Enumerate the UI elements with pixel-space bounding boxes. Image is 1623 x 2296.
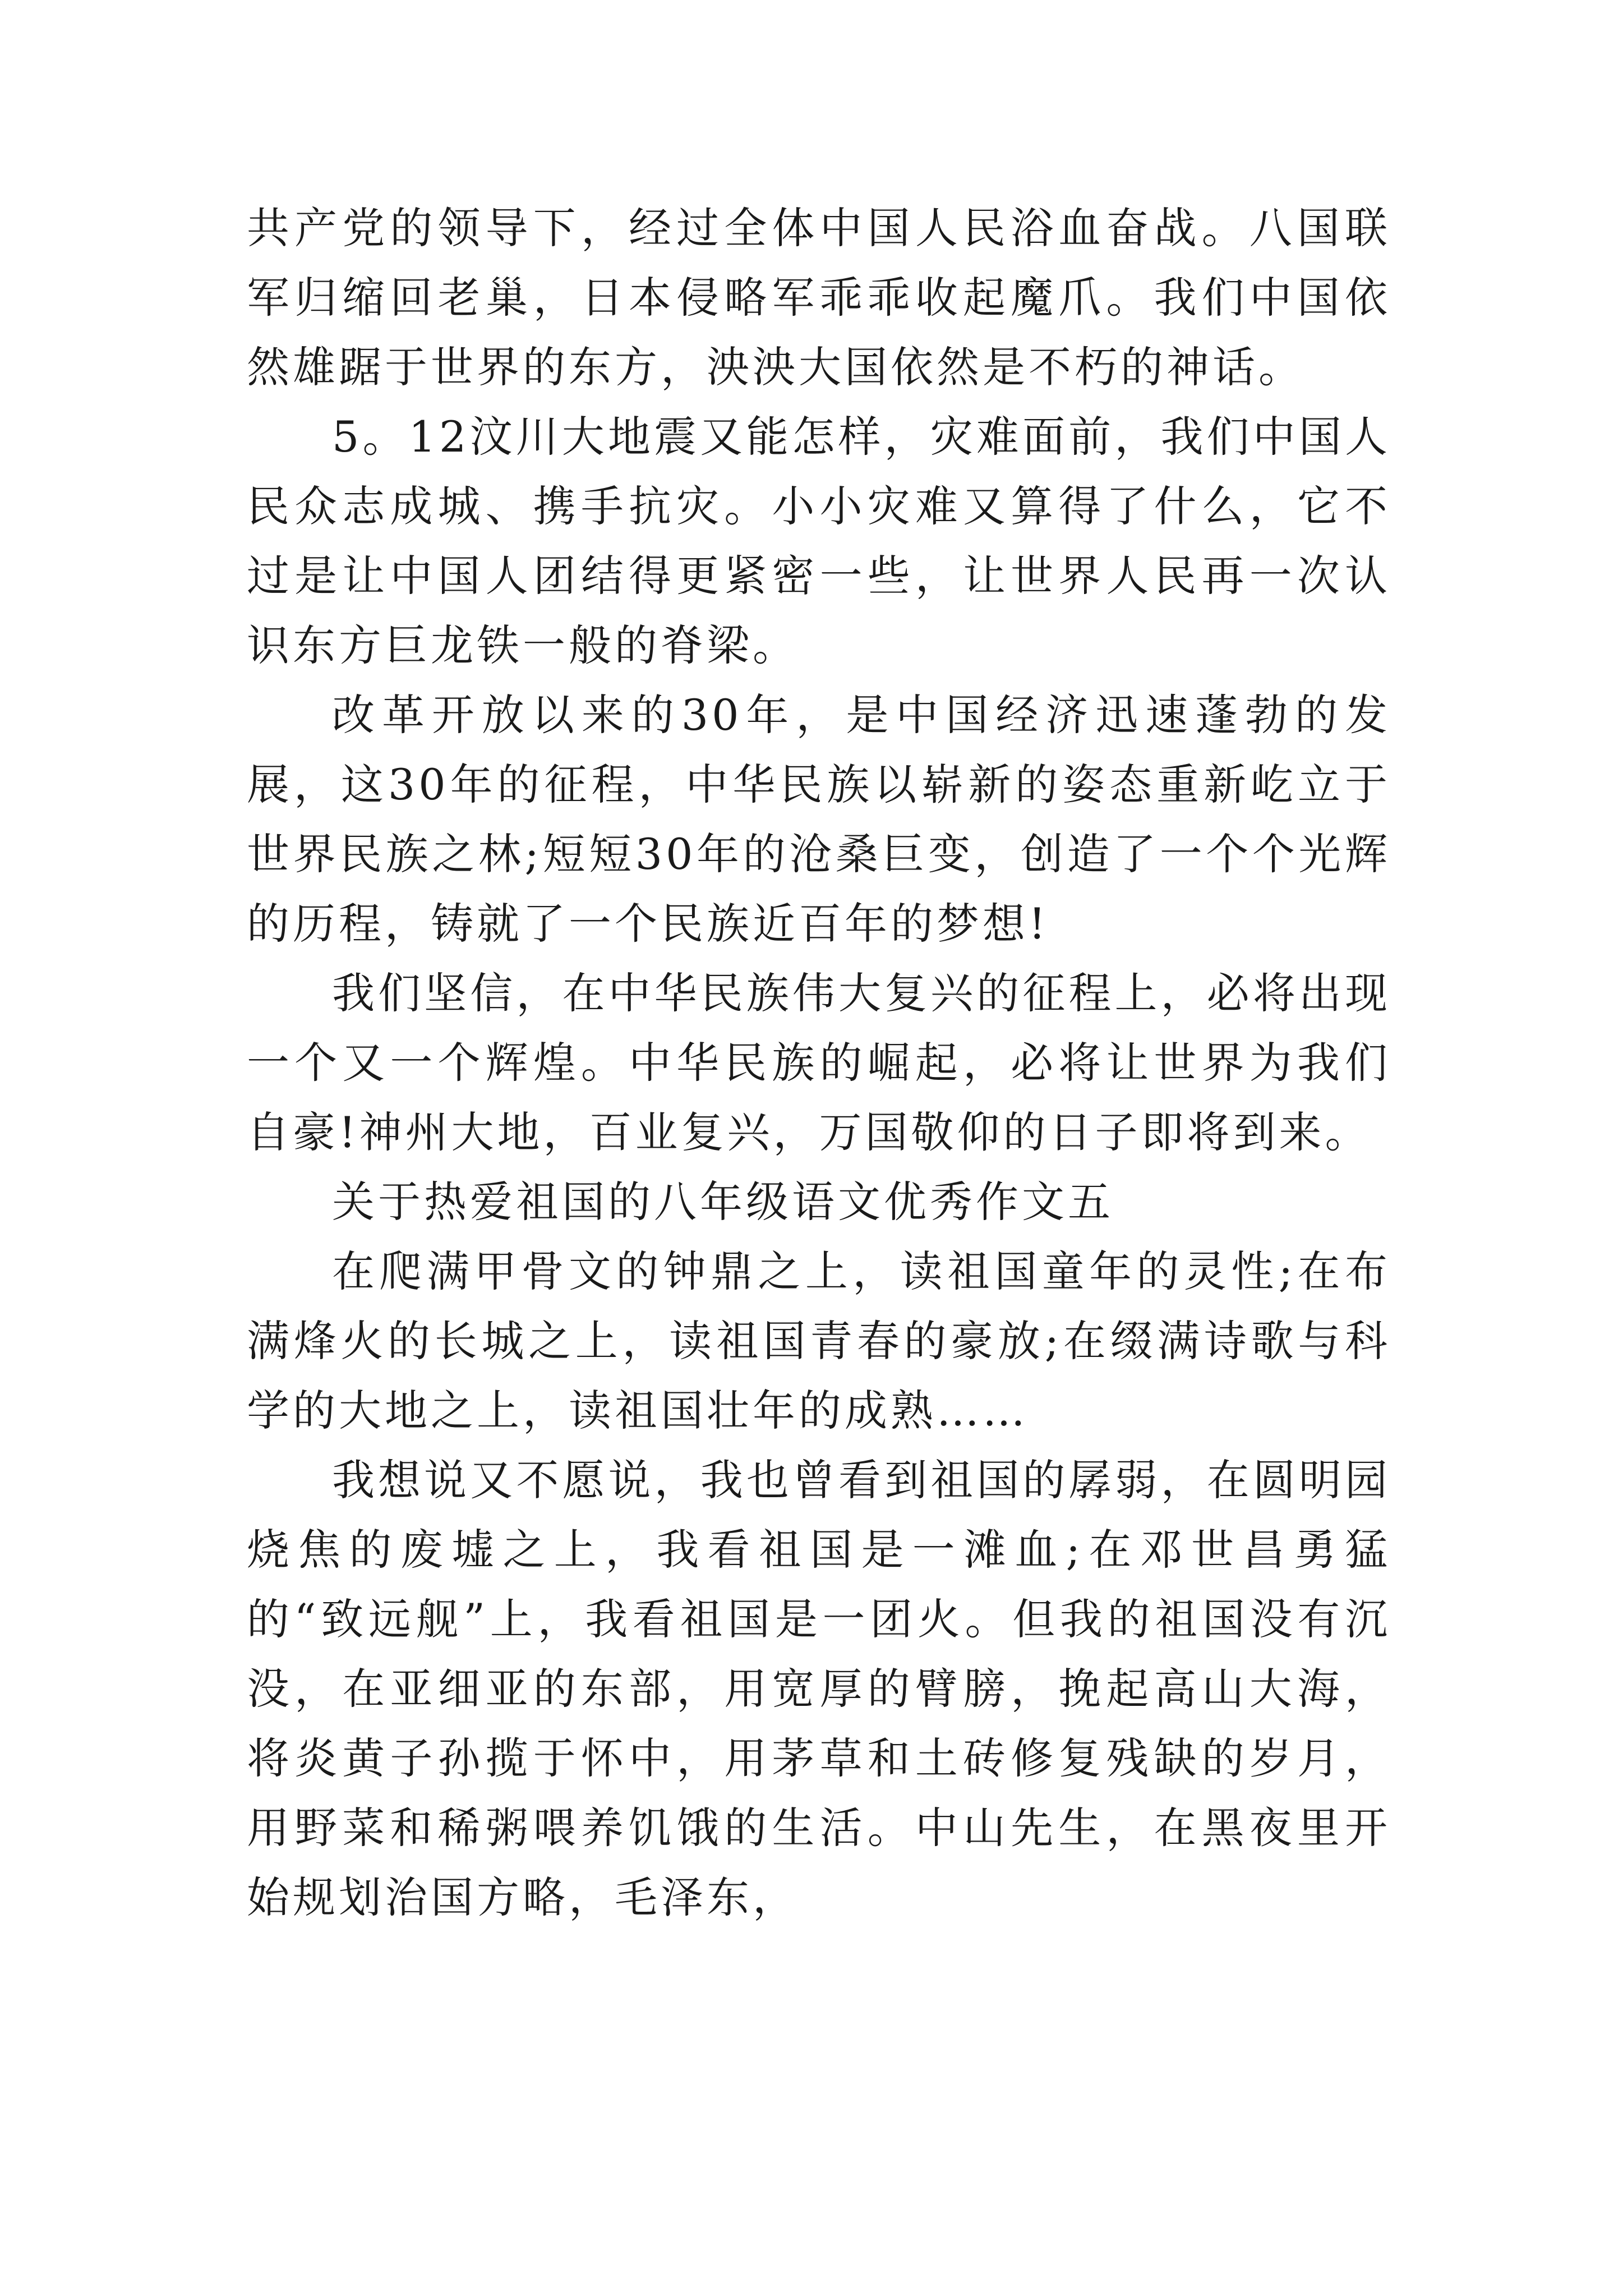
paragraph-3: 改革开放以来的30年，是中国经济迅速蓬勃的发展，这30年的征程，中华民族以崭新的姿态重新屹立于世界民族之林;短短30年的沧桑巨变，创造了一个个光辉的历程，铸就了一个民族近百年的梦想! — [247, 690, 1391, 949]
document-body — [247, 194, 1391, 1932]
paragraph-6: 在爬满甲骨文的钟鼎之上，读祖国童年的灵性;在布满烽火的长城之上，读祖国青春的豪放;在缀满诗歌与科学的大地之上，读祖国壮年的成熟…… — [247, 1246, 1391, 1435]
section-title: 关于热爱祖国的八年级语文优秀作文五 — [332, 1177, 1114, 1227]
paragraph-7: 我想说又不愿说，我也曾看到祖国的孱弱，在圆明园烧焦的废墟之上，我看祖国是一滩血;在邓世昌勇猛的“致远舰”上，我看祖国是一团火。但我的祖国没有沉没，在亚细亚的东部，用宽厚的臂膀，挽起高山大海，将炎黄子孙揽于怀中，用茅草和土砖修复残缺的岁月，用野菜和稀粥喂养饥饿的生活。中山先生，在黑夜里开始规划治国方略，毛泽东， — [247, 1455, 1391, 1922]
paragraph-4: 我们坚信，在中华民族伟大复兴的征程上，必将出现一个又一个辉煌。中华民族的崛起，必将让世界为我们自豪!神州大地，百业复兴，万国敬仰的日子即将到来。 — [247, 968, 1391, 1157]
paragraph-1: 共产党的领导下，经过全体中国人民浴血奋战。八国联军归缩回老巢，日本侵略军乖乖收起魔爪。我们中国依然雄踞于世界的东方，泱泱大国依然是不朽的神话。 — [247, 203, 1391, 392]
paragraph-2: 5。12汶川大地震又能怎样，灾难面前，我们中国人民众志成城、携手抗灾。小小灾难又算得了什么，它不过是让中国人团结得更紧密一些，让世界人民再一次认识东方巨龙铁一般的脊梁。 — [247, 412, 1391, 670]
